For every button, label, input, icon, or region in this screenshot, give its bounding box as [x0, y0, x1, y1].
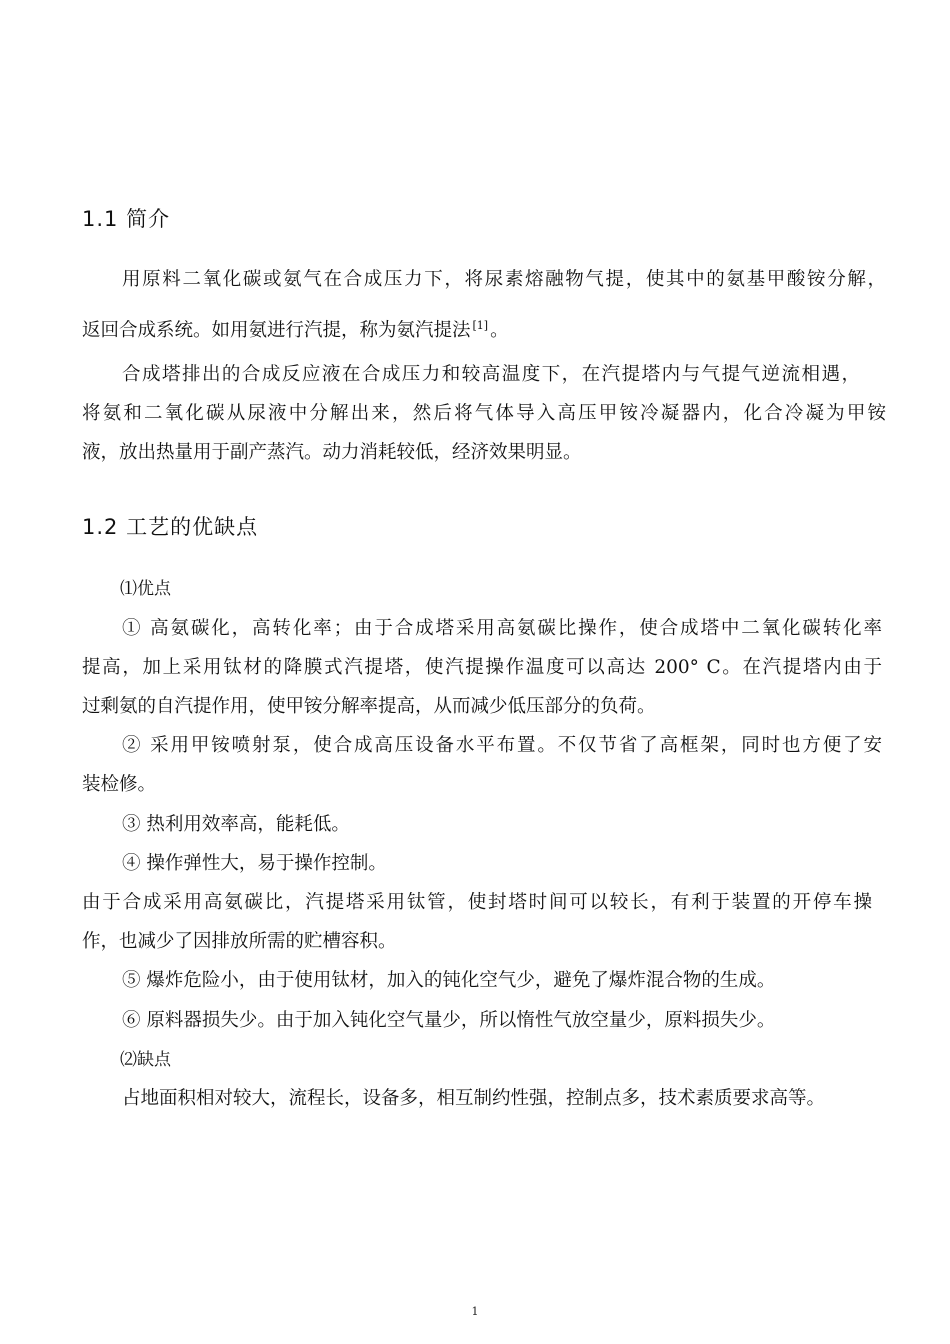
paragraph-intro-line-2 [82, 314, 509, 343]
citation-reference: [1] [472, 319, 489, 332]
paragraph-intro-text: 返回合成系统。如用氨进行汽提，称为氨汽提法 [82, 320, 471, 341]
advantage-item-4-extra-line-2: 作，也减少了因排放所需的贮槽容积。 [82, 931, 397, 952]
paragraph-intro-line-1: 用原料二氧化碳或氨气在合成压力下，将尿素熔融物气提，使其中的氨基甲酸铵分解， [122, 269, 886, 290]
advantage-item-2-line-2: 装检修。 [82, 774, 157, 795]
advantage-item-6: ⑥ 原料器损失少。由于加入钝化空气量少，所以惰性气放空量少，原料损失少。 [122, 1010, 776, 1031]
advantage-item-1-line-1: ① 高氨碳化，高转化率；由于合成塔采用高氨碳比操作，使合成塔中二氧化碳转化率 [122, 618, 882, 639]
paragraph-intro-end: 。 [490, 320, 509, 341]
disadvantages-label: ⑵缺点 [120, 1050, 171, 1070]
advantage-item-4: ④ 操作弹性大，易于操作控制。 [122, 853, 387, 874]
section-heading-pros-cons: 1.2 工艺的优缺点 [82, 515, 259, 539]
advantage-item-1-line-3: 过剩氨的自汽提作用，使甲铵分解率提高，从而减少低压部分的负荷。 [82, 696, 656, 717]
page-number: 1 [471, 1305, 479, 1318]
paragraph-process-line-2: 将氨和二氧化碳从尿液中分解出来，然后将气体导入高压甲铵冷凝器内，化合冷凝为甲铵 [82, 403, 886, 424]
advantages-label: ⑴优点 [120, 579, 171, 599]
advantage-item-5: ⑤ 爆炸危险小，由于使用钛材，加入的钝化空气少，避免了爆炸混合物的生成。 [122, 970, 776, 991]
advantage-item-1-line-2: 提高，加上采用钛材的降膜式汽提塔，使汽提操作温度可以高达 200° C。在汽提塔内由于 [82, 657, 882, 678]
section-heading-intro: 1.1 简介 [82, 207, 171, 231]
disadvantages-text: 占地面积相对较大，流程长，设备多，相互制约性强，控制点多，技术素质要求高等。 [122, 1088, 826, 1109]
advantage-item-4-extra-line-1: 由于合成采用高氨碳比，汽提塔采用钛管，使封塔时间可以较长，有利于装置的开停车操 [82, 892, 872, 913]
advantage-item-2-line-1: ② 采用甲铵喷射泵，使合成高压设备水平布置。不仅节省了高框架，同时也方便了安 [122, 735, 882, 756]
advantage-item-3: ③ 热利用效率高，能耗低。 [122, 814, 350, 835]
paragraph-process-line-3: 液，放出热量用于副产蒸汽。动力消耗较低，经济效果明显。 [82, 442, 582, 463]
paragraph-process-line-1: 合成塔排出的合成反应液在合成压力和较高温度下，在汽提塔内与气提气逆流相遇， [122, 364, 860, 385]
